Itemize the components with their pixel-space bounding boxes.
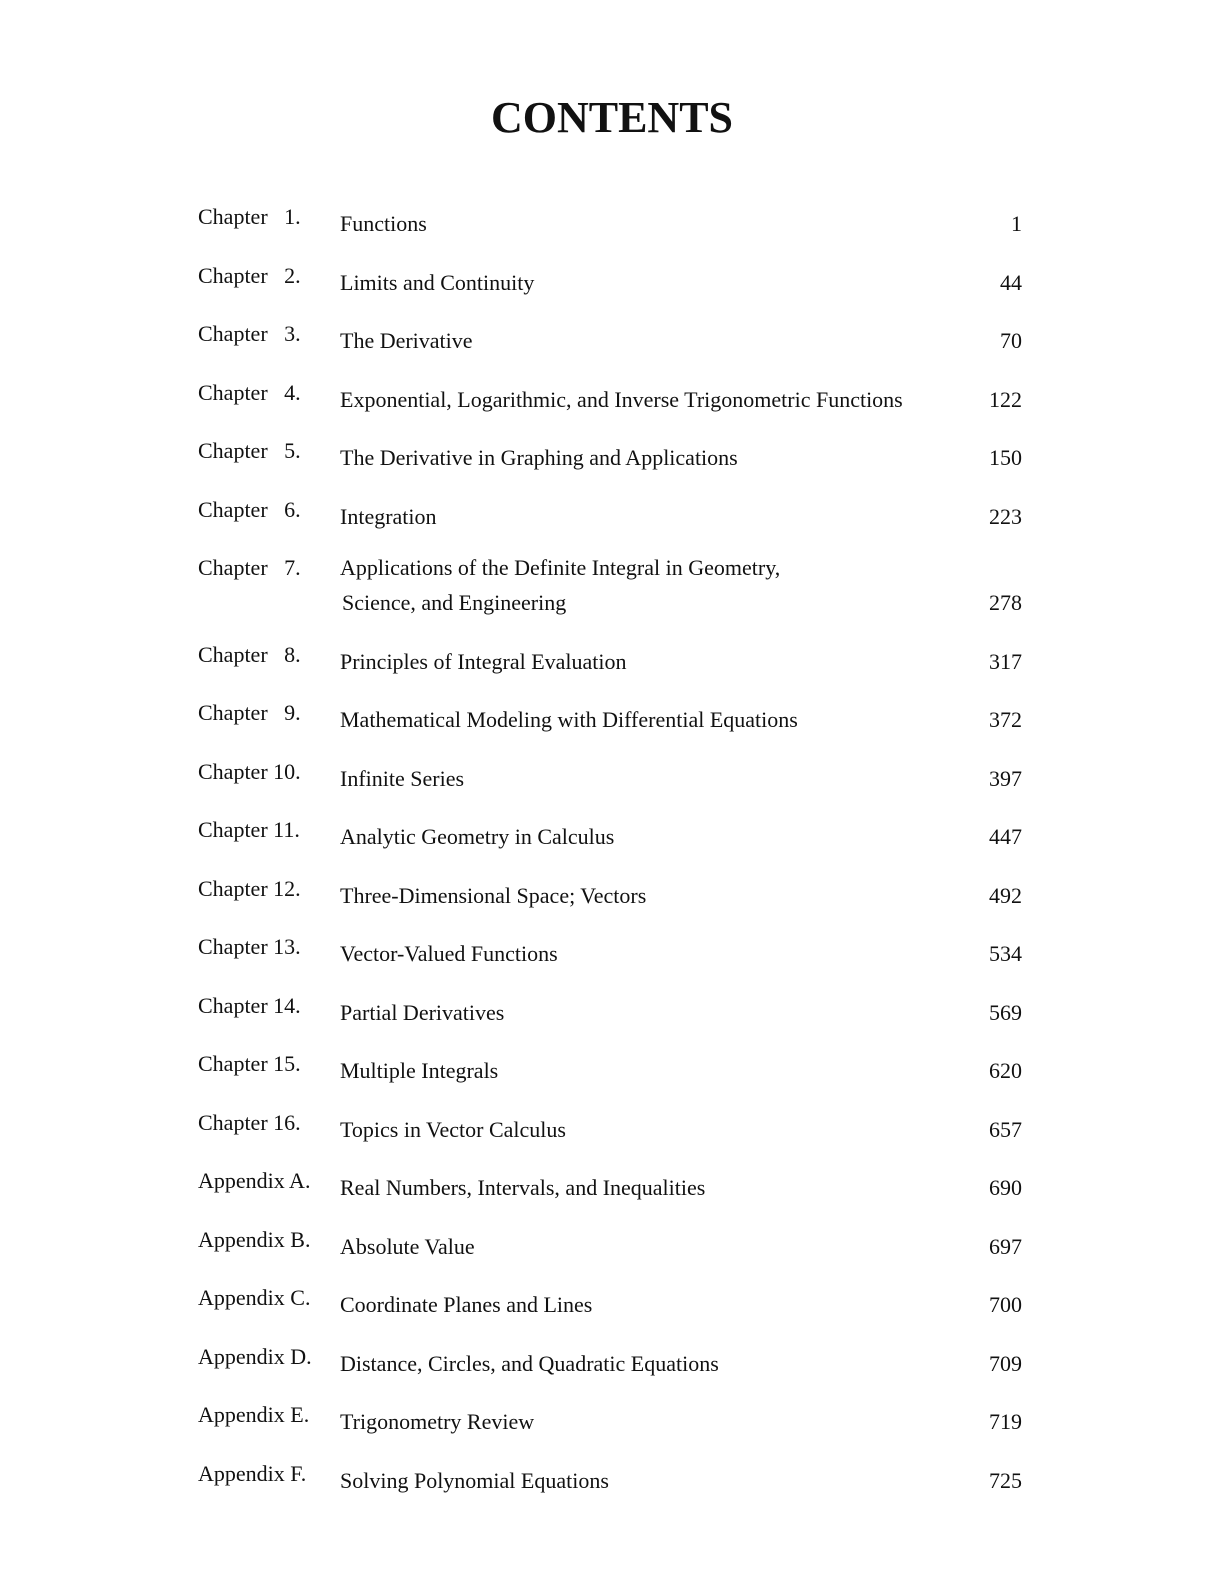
toc-entry-label: Chapter 15. <box>198 1051 301 1076</box>
toc-entry-page: 700 <box>989 1292 1022 1317</box>
toc-entry-label: Chapter 5. <box>198 438 301 463</box>
toc-entry-label: Chapter 7. <box>198 555 301 580</box>
page-title: CONTENTS <box>490 93 734 142</box>
toc-entry-title: The Derivative <box>340 328 473 353</box>
toc-entry-page: 397 <box>989 765 1022 791</box>
toc-entry-title: Functions <box>340 211 427 236</box>
toc-entry-label: Appendix A. <box>198 1168 311 1193</box>
toc-entry-page: 1 <box>1011 211 1022 236</box>
dot-leader <box>506 1050 987 1078</box>
toc-entry-page: 690 <box>989 1175 1022 1200</box>
toc-entry-label: Chapter 10. <box>198 758 301 784</box>
toc-entry[interactable] <box>198 758 1022 793</box>
toc-entry-title: Solving Polynomial Equations <box>340 1467 609 1493</box>
toc-entry-page: 492 <box>989 882 1022 908</box>
toc-entry[interactable] <box>198 1284 1022 1319</box>
dot-leader <box>617 1460 987 1488</box>
toc-entry-label: Chapter 6. <box>198 496 301 522</box>
toc-entry-label: Chapter 11. <box>198 817 300 842</box>
toc-entry[interactable] <box>198 816 1022 851</box>
dot-leader <box>512 992 987 1020</box>
toc-entry-page: 44 <box>1000 269 1022 295</box>
dot-leader <box>806 699 987 727</box>
toc-entry[interactable] <box>198 379 1022 414</box>
toc-entry-title: Multiple Integrals <box>340 1058 499 1083</box>
dot-leader <box>911 379 987 407</box>
toc-entry-page: 223 <box>989 503 1022 529</box>
toc-entry[interactable] <box>198 1226 1022 1261</box>
toc-entry-label: Chapter 8. <box>198 641 301 667</box>
toc-entry-page: 697 <box>989 1233 1022 1259</box>
toc-entry-label: Appendix C. <box>198 1285 311 1310</box>
toc-entry[interactable] <box>198 1460 1022 1495</box>
toc-entry-title: Science, and Engineering <box>342 590 567 615</box>
toc-entry[interactable] <box>198 1050 1022 1085</box>
dot-leader <box>566 933 987 961</box>
toc-entry[interactable] <box>198 1167 1022 1202</box>
toc-entry-label: Appendix F. <box>198 1460 307 1486</box>
toc-entry-label: Chapter 4. <box>198 379 301 405</box>
dot-leader <box>445 496 987 524</box>
dot-leader <box>713 1167 987 1195</box>
dot-leader <box>746 437 987 465</box>
dot-leader <box>654 875 987 903</box>
toc-entry[interactable] <box>198 437 1022 472</box>
toc-entry-title: Topics in Vector Calculus <box>340 1116 566 1142</box>
toc-entry-label: Chapter 14. <box>198 992 301 1018</box>
toc-entry-title: Principles of Integral Evaluation <box>340 648 627 674</box>
toc-entry-title: Trigonometry Review <box>340 1409 535 1434</box>
toc-entry-title: Integration <box>340 503 437 529</box>
toc-entry[interactable] <box>198 875 1022 910</box>
toc-entry-title: Infinite Series <box>340 765 465 791</box>
toc-entry-page: 719 <box>989 1409 1022 1434</box>
toc-entry-label: Chapter 16. <box>198 1109 301 1135</box>
toc-entry-page: 709 <box>989 1350 1022 1376</box>
toc-entry-title-line1: Applications of the Definite Integral in Geometry, <box>340 555 781 580</box>
dot-leader <box>472 758 987 786</box>
toc-entry[interactable] <box>198 1109 1022 1144</box>
toc-entry-label: Appendix D. <box>198 1343 312 1369</box>
toc-entry[interactable] <box>198 933 1022 968</box>
toc-entry-page: 70 <box>1000 328 1022 353</box>
toc-entry-title: Three-Dimensional Space; Vectors <box>340 882 647 908</box>
toc-entry-page: 569 <box>989 999 1022 1025</box>
toc-entry-label: Appendix E. <box>198 1402 310 1427</box>
dot-leader <box>622 816 987 844</box>
toc-entry[interactable] <box>198 1343 1022 1378</box>
toc-entry-page: 150 <box>989 445 1022 470</box>
dot-leader <box>635 641 987 669</box>
toc-entry[interactable] <box>198 203 1022 238</box>
toc-entry-title: Partial Derivatives <box>340 999 505 1025</box>
toc-entry-page: 447 <box>989 824 1022 849</box>
dot-leader <box>574 1109 987 1137</box>
toc-entry-page: 657 <box>989 1116 1022 1142</box>
toc-entry-page: 372 <box>989 707 1022 732</box>
toc-entry-page: 534 <box>989 941 1022 966</box>
toc-entry-page: 725 <box>989 1467 1022 1493</box>
dot-leader <box>600 1284 987 1312</box>
toc-entry-title: Mathematical Modeling with Differential Equations <box>340 707 798 732</box>
toc-entry-title: Distance, Circles, and Quadratic Equations <box>340 1350 719 1376</box>
dot-leader <box>542 262 998 290</box>
toc-entry-title: Limits and Continuity <box>340 269 535 295</box>
toc-entry-title: Exponential, Logarithmic, and Inverse Trigonometric Functions <box>340 386 903 412</box>
toc-entry-title: The Derivative in Graphing and Applications <box>340 445 738 470</box>
dot-leader <box>542 1401 987 1429</box>
toc-entry[interactable] <box>198 496 1022 531</box>
toc-entry-title: Analytic Geometry in Calculus <box>340 824 615 849</box>
toc-entry-label: Chapter 2. <box>198 262 301 288</box>
toc-entry[interactable] <box>198 699 1022 734</box>
toc-entry-page: 317 <box>989 648 1022 674</box>
toc-entry-label: Chapter 1. <box>198 204 301 229</box>
toc-entry-label: Chapter 12. <box>198 875 301 901</box>
dot-leader <box>483 1226 987 1254</box>
table-of-contents <box>198 203 1022 1518</box>
toc-entry[interactable] <box>198 992 1022 1027</box>
toc-entry[interactable] <box>198 262 1022 297</box>
toc-entry-label: Chapter 3. <box>198 321 301 346</box>
toc-entry-label: Appendix B. <box>198 1226 311 1252</box>
toc-entry-title: Real Numbers, Intervals, and Inequalities <box>340 1175 706 1200</box>
dot-leader <box>481 320 998 348</box>
toc-entry[interactable] <box>198 641 1022 676</box>
toc-entry-page: 278 <box>989 590 1022 615</box>
dot-leader <box>435 203 1009 231</box>
toc-entry[interactable] <box>198 554 1022 617</box>
toc-entry[interactable] <box>198 320 1022 355</box>
dot-leader <box>574 582 987 610</box>
toc-entry[interactable] <box>198 1401 1022 1436</box>
toc-entry-title: Vector-Valued Functions <box>340 941 558 966</box>
toc-entry-title: Absolute Value <box>340 1233 475 1259</box>
toc-entry-label: Chapter 13. <box>198 934 301 959</box>
toc-entry-page: 620 <box>989 1058 1022 1083</box>
toc-entry-page: 122 <box>989 386 1022 412</box>
dot-leader <box>727 1343 987 1371</box>
toc-entry-label: Chapter 9. <box>198 700 301 725</box>
toc-entry-title: Coordinate Planes and Lines <box>340 1292 593 1317</box>
